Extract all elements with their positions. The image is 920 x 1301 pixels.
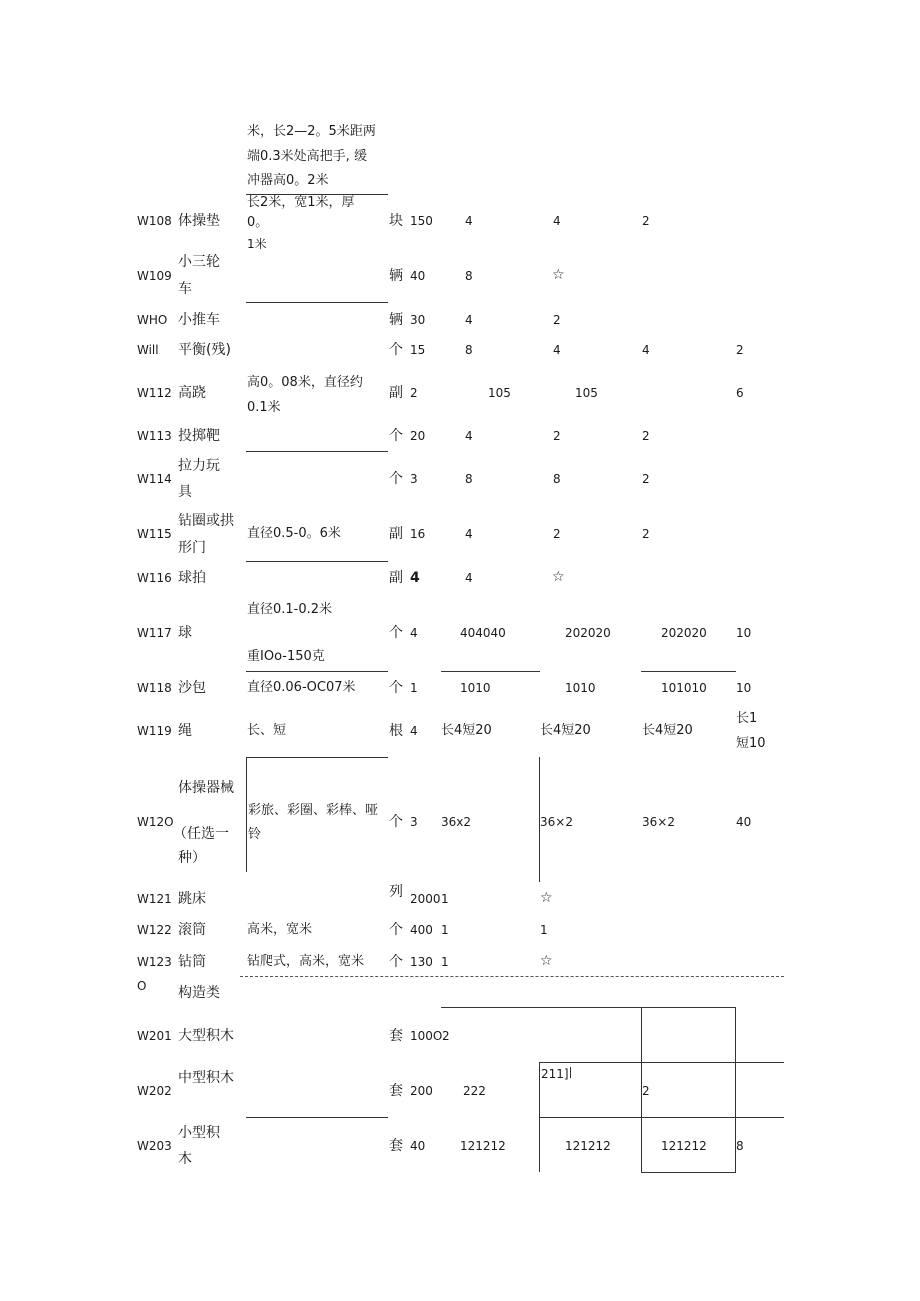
row-unit: 个 (389, 342, 403, 358)
section-label: 构造类 (178, 985, 220, 1001)
row-qty: 4 (410, 724, 418, 738)
row-unit: 副 (389, 385, 403, 401)
row-qty: 4 (410, 570, 420, 586)
row-qty: 150 (410, 214, 433, 228)
row-name: 沙包 (178, 680, 206, 696)
row-spec: 高米，宽米 (247, 922, 313, 937)
row-c4: 长1 (736, 711, 758, 726)
rule (246, 451, 388, 452)
rule (246, 757, 388, 758)
row-unit: 个 (389, 814, 403, 830)
row-unit: 套 (389, 1083, 403, 1099)
row-qty: 16 (410, 527, 426, 541)
row-code: W201 (137, 1029, 172, 1043)
row-spec: 直径0.06-OC07米 (247, 680, 356, 695)
row-c1: 222 (463, 1084, 486, 1098)
row-unit: 副 (389, 526, 403, 542)
row-code: W113 (137, 429, 172, 443)
row-c1: 4 (465, 571, 473, 585)
row-code: W202 (137, 1084, 172, 1098)
row-qty: 15 (410, 343, 426, 357)
row-qty: 4 (410, 626, 418, 640)
row-code: W122 (137, 923, 172, 937)
row-c4: 8 (736, 1139, 744, 1153)
row-spec: 0。 (247, 215, 269, 230)
row-spec: 重IOo-150克 (247, 649, 325, 664)
row-unit: 个 (389, 471, 403, 487)
row-code: W203 (137, 1139, 172, 1153)
row-c3: 2 (642, 1084, 650, 1098)
row-c3: 36×2 (642, 815, 675, 829)
row-qty: 40 (410, 1139, 426, 1153)
row-name: 车 (178, 281, 192, 297)
row-spec: 长2米，宽1米，厚 (247, 195, 355, 210)
row-c1: 1 (441, 892, 449, 906)
row-c4: 短10 (736, 736, 766, 751)
row-c1: 36x2 (441, 815, 472, 829)
row-spec: 直径0.5-0。6米 (247, 526, 341, 541)
row-c1: 1 (441, 923, 449, 937)
row-c2: 36×2 (540, 815, 573, 829)
row-name: 小推车 (178, 312, 220, 328)
row-c1: 8 (465, 343, 473, 357)
row-spec: 钻爬式，高米，宽米 (247, 954, 365, 969)
row-c2: 202020 (565, 626, 611, 640)
row-c2: 211] (541, 1067, 569, 1081)
row-c1: 4 (465, 214, 473, 228)
row-c2: 105 (575, 386, 598, 400)
row-unit: 个 (389, 680, 403, 696)
row-name: 体操器械 (178, 780, 234, 796)
rule (441, 671, 540, 672)
row-unit: 个 (389, 625, 403, 641)
row-code: W117 (137, 626, 172, 640)
section-divider (240, 976, 784, 977)
row-name: 钻圈或拱 (178, 513, 234, 529)
row-qty: 2 (410, 386, 418, 400)
row-unit: 套 (389, 1028, 403, 1044)
row-name: 小型积 (178, 1125, 220, 1141)
row-code: W115 (137, 527, 172, 541)
row-c2: 2 (553, 429, 561, 443)
row-code: W123 (137, 955, 172, 969)
row-c2: ☆ (552, 569, 565, 585)
row-c3: 2 (642, 472, 650, 486)
row-c3: 4 (642, 343, 650, 357)
row-name: 平衡(残) (178, 342, 231, 358)
row-c2: ☆ (540, 953, 553, 969)
row-spec: 1米 (247, 237, 267, 251)
row-qty: 130 (410, 955, 433, 969)
row-qty: 3 (410, 472, 418, 486)
row-qty: 30 (410, 313, 426, 327)
row-c1: 105 (488, 386, 511, 400)
rule (246, 302, 388, 303)
row-name: 投掷靶 (178, 428, 220, 444)
row-code: W12O (137, 815, 174, 829)
section-code: O (137, 979, 147, 993)
row-qty: 2000 (410, 892, 441, 906)
row-name: 高跷 (178, 385, 206, 401)
row-c4: 6 (736, 386, 744, 400)
row-spec: 彩旅、彩圈、彩棒、哑 (248, 803, 379, 818)
row-unit: 副 (389, 570, 403, 586)
row-c1: 404040 (460, 626, 506, 640)
row-qty: 3 (410, 815, 418, 829)
row-name: 具 (178, 484, 192, 500)
row-code: WHO (137, 313, 168, 327)
row-name: 球拍 (178, 570, 206, 586)
row-c1: 8 (465, 269, 473, 283)
row-unit: 辆 (389, 268, 403, 284)
row-code: W114 (137, 472, 172, 486)
row-c2: 121212 (565, 1139, 611, 1153)
row-code: W116 (137, 571, 172, 585)
row-c2: ☆ (552, 267, 565, 283)
row-name: 体操垫 (178, 213, 220, 229)
rule (539, 1062, 784, 1063)
row-c4: 2 (736, 343, 744, 357)
row-c1: 1010 (460, 681, 491, 695)
row-code: Will (137, 343, 159, 357)
row-c2: 4 (553, 214, 561, 228)
row-c2: 长4短20 (540, 723, 591, 738)
top-spec-line-2: 端0.3米处高把手, 缓 (247, 149, 367, 164)
row-name: 钻筒 (178, 954, 206, 970)
row-c2: 4 (553, 343, 561, 357)
row-name: 中型积木 (178, 1070, 234, 1086)
row-c1: 1 (441, 955, 449, 969)
rule (441, 1007, 736, 1008)
rule (246, 757, 247, 872)
row-code: W112 (137, 386, 172, 400)
row-name: 大型积木 (178, 1028, 234, 1044)
row-code: W108 (137, 214, 172, 228)
row-c1: 2 (442, 1029, 450, 1043)
row-c1: 4 (465, 429, 473, 443)
row-name: 形门 (178, 540, 206, 556)
row-c2: 1 (540, 923, 548, 937)
row-unit: 个 (389, 954, 403, 970)
row-name: 种） (178, 850, 206, 866)
row-c4: 10 (736, 626, 752, 640)
row-code: W119 (137, 724, 172, 738)
row-c1: 4 (465, 527, 473, 541)
row-c1: 4 (465, 313, 473, 327)
row-c3: 101010 (661, 681, 707, 695)
row-c3: 2 (642, 429, 650, 443)
rule (641, 1172, 736, 1173)
row-qty: 100O (410, 1029, 443, 1043)
row-unit: 个 (389, 922, 403, 938)
row-c2: 2 (553, 527, 561, 541)
row-unit: 个 (389, 428, 403, 444)
row-c2: 8 (553, 472, 561, 486)
row-c1: 长4短20 (441, 723, 492, 738)
row-name: 绳 (178, 723, 192, 739)
row-c3: 长4短20 (642, 723, 693, 738)
row-c2: 1010 (565, 681, 596, 695)
row-name: （任选一 (173, 826, 229, 842)
top-spec-line-1: 米，长2—2。5米距两 (247, 124, 376, 139)
row-spec: 高0。08米，直径约 (247, 375, 363, 390)
row-qty: 40 (410, 269, 426, 283)
row-code: W118 (137, 681, 172, 695)
row-c3: 2 (642, 214, 650, 228)
row-qty: 400 (410, 923, 433, 937)
row-c1: 8 (465, 472, 473, 486)
row-name: 拉力玩 (178, 458, 220, 474)
top-spec-line-3: 冲器高0。2米 (247, 173, 329, 188)
row-spec: 长、短 (247, 723, 287, 738)
row-spec: 直径0.1-0.2米 (247, 602, 333, 617)
row-name: 跳床 (178, 891, 206, 907)
row-c1: 121212 (460, 1139, 506, 1153)
row-unit: 列 (389, 884, 403, 900)
row-name: 滚筒 (178, 922, 206, 938)
row-spec: 0.1米 (247, 400, 281, 415)
rule (570, 1067, 571, 1078)
row-qty: 200 (410, 1084, 433, 1098)
row-name: 木 (178, 1151, 192, 1167)
row-qty: 1 (410, 681, 418, 695)
row-spec: 铃 (248, 827, 262, 842)
row-c3: 121212 (661, 1139, 707, 1153)
row-unit: 根 (389, 723, 403, 739)
rule (539, 1117, 784, 1118)
row-name: 球 (178, 625, 192, 641)
rule (246, 671, 388, 672)
row-code: W109 (137, 269, 172, 283)
row-unit: 套 (389, 1138, 403, 1154)
row-c2: ☆ (540, 890, 553, 906)
rule (641, 671, 736, 672)
row-name: 小三轮 (178, 254, 220, 270)
rule (246, 1117, 388, 1118)
row-c3: 2 (642, 527, 650, 541)
row-c2: 2 (553, 313, 561, 327)
row-code: W121 (137, 892, 172, 906)
row-unit: 块 (389, 213, 403, 229)
row-c4: 10 (736, 681, 752, 695)
row-c4: 40 (736, 815, 752, 829)
row-qty: 20 (410, 429, 426, 443)
rule (246, 561, 388, 562)
row-unit: 辆 (389, 312, 403, 328)
row-c3: 202020 (661, 626, 707, 640)
